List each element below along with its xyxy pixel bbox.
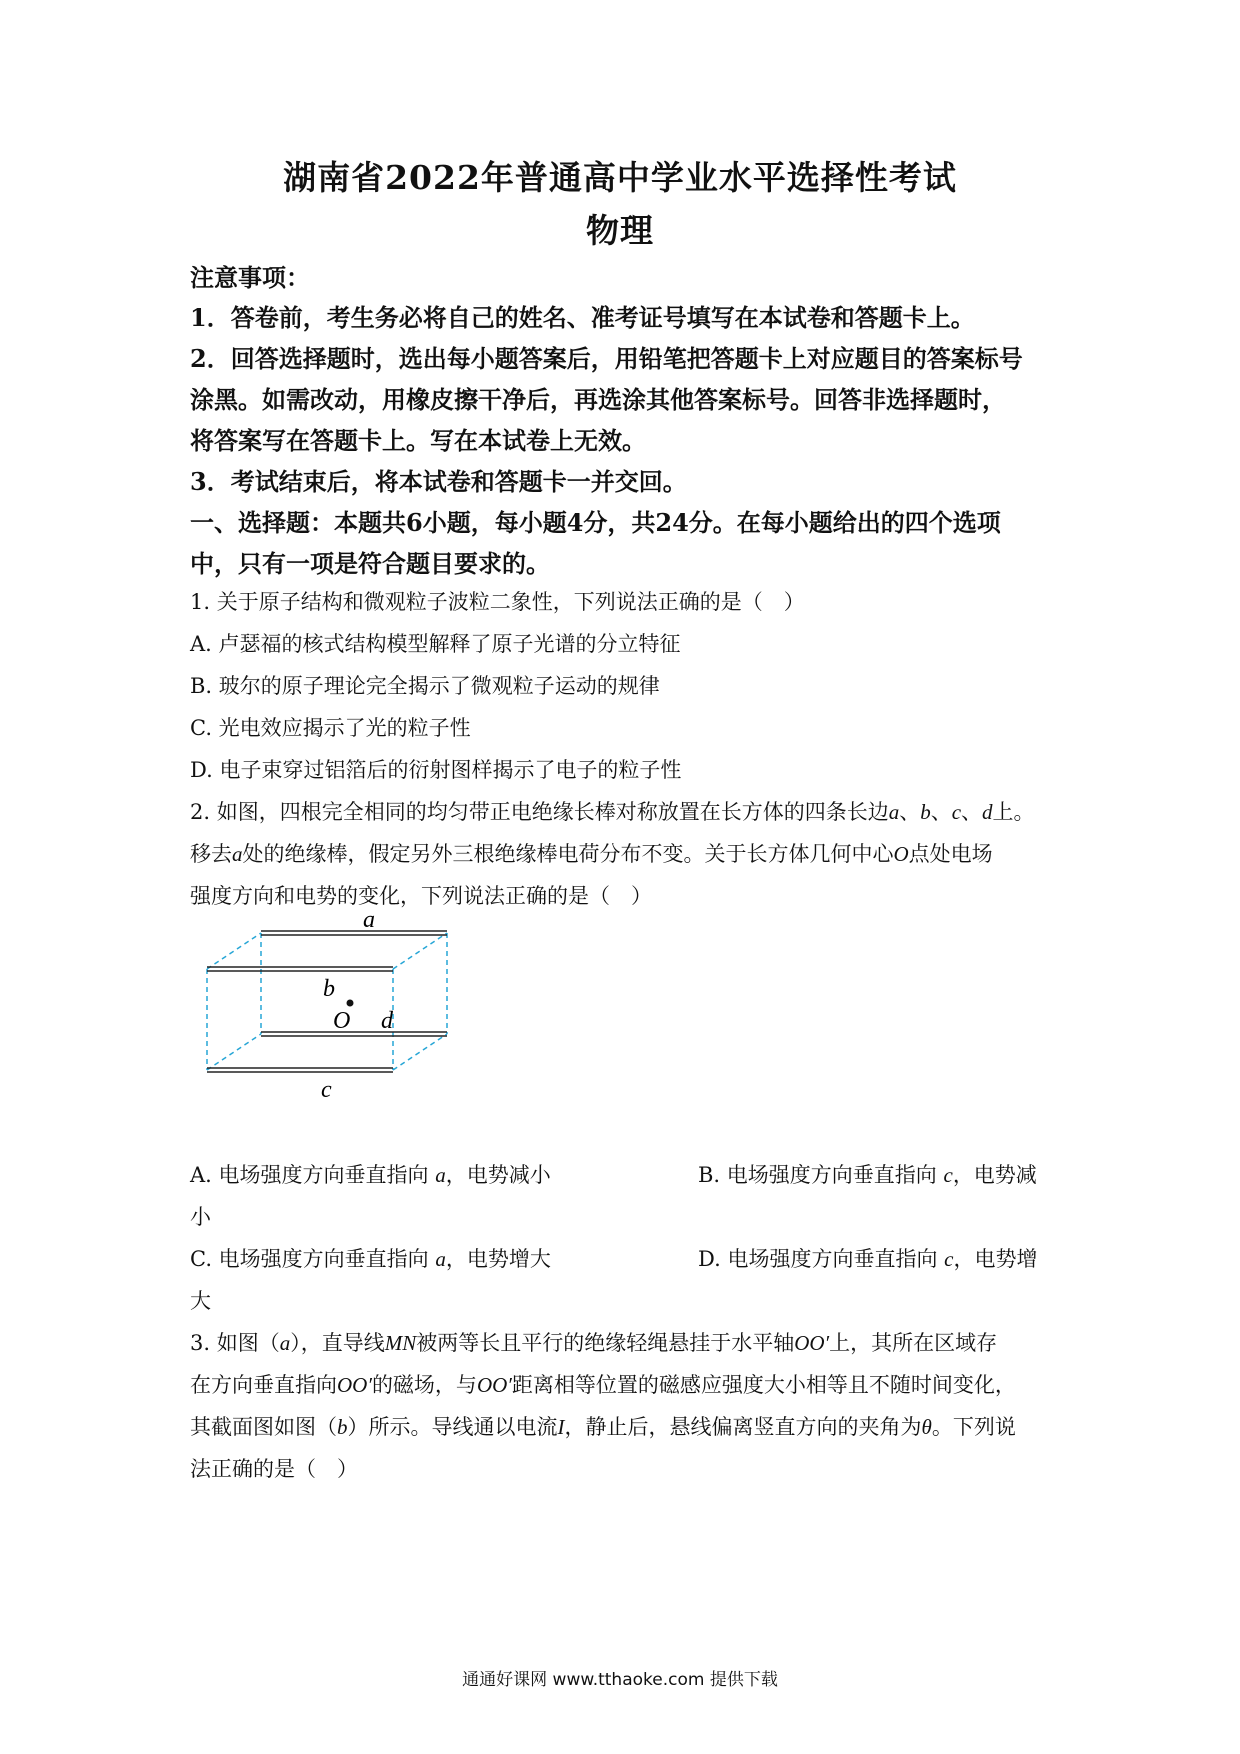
q3-stem-line-1: 3. 如图（a），直导线MN被两等长且平行的绝缘轻绳悬挂于水平轴OO′上，其所在区域存 [190,1331,998,1355]
q2-option-b-wrap: 小 [190,1205,211,1229]
notice-item-2-line-2: 涂黑。如需改动，用橡皮擦干净后，再选涂其他答案标号。回答非选择题时， [190,385,1006,414]
q1-option-b: B. 玻尔的原子理论完全揭示了微观粒子运动的规律 [190,674,660,698]
fig-label-d: d [381,1008,393,1034]
fig-label-c: c [321,1077,332,1100]
q2-option-d: D. 电场强度方向垂直指向 c，电势增 [698,1247,1038,1271]
q2-option-a: A. 电场强度方向垂直指向 a，电势减小 [190,1163,551,1187]
q1-option-c: C. 光电效应揭示了光的粒子性 [190,716,471,740]
q1-option-d: D. 电子束穿过铝箔后的衍射图样揭示了电子的粒子性 [190,758,682,782]
q3-stem-line-3: 其截面图如图（b）所示。导线通以电流I，静止后，悬线偏离竖直方向的夹角为θ。下列说 [190,1415,1016,1439]
exam-title: 湖南省2022年普通高中学业水平选择性考试 [283,158,957,197]
section-1-line-1: 一、选择题：本题共6小题，每小题4分，共24分。在每小题给出的四个选项 [190,508,1001,537]
section-1-line-2: 中，只有一项是符合题目要求的。 [190,549,550,578]
q2-option-d-wrap: 大 [190,1289,211,1313]
q2-cuboid-figure [195,915,515,1100]
q1-stem: 1. 关于原子结构和微观粒子波粒二象性，下列说法正确的是（ ） [190,590,805,614]
q2-stem-line-3: 强度方向和电势的变化，下列说法正确的是（ ） [190,884,652,908]
q2-stem-line-1: 2. 如图，四根完全相同的均匀带正电绝缘长棒对称放置在长方体的四条长边a、b、c、d上。 [190,800,1035,824]
fig-label-b: b [323,976,335,1002]
q1-option-a: A. 卢瑟福的核式结构模型解释了原子光谱的分立特征 [190,632,681,656]
notice-heading: 注意事项： [190,263,310,292]
q2-option-c: C. 电场强度方向垂直指向 a，电势增大 [190,1247,551,1271]
notice-item-2-line-3: 将答案写在答题卡上。写在本试卷上无效。 [190,426,646,455]
q2-option-b: B. 电场强度方向垂直指向 c，电势减 [698,1163,1037,1187]
q3-stem-line-2: 在方向垂直指向OO′的磁场，与OO′距离相等位置的磁感应强度大小相等且不随时间变化， [190,1373,1016,1397]
fig-label-a: a [363,915,375,933]
page-footer: 通通好课网 www.tthaoke.com 提供下载 [462,1670,778,1690]
exam-subject: 物理 [586,211,654,250]
notice-item-3: 3．考试结束后，将本试卷和答题卡一并交回。 [190,467,687,496]
q2-stem-line-2: 移去a处的绝缘棒，假定另外三根绝缘棒电荷分布不变。关于长方体几何中心O点处电场 [190,842,993,866]
notice-item-1: 1．答卷前，考生务必将自己的姓名、准考证号填写在本试卷和答题卡上。 [190,303,975,332]
q3-stem-line-4: 法正确的是（ ） [190,1457,358,1481]
fig-label-o: O [333,1008,351,1034]
notice-item-2-line-1: 2．回答选择题时，选出每小题答案后，用铅笔把答题卡上对应题目的答案标号 [190,344,1023,373]
